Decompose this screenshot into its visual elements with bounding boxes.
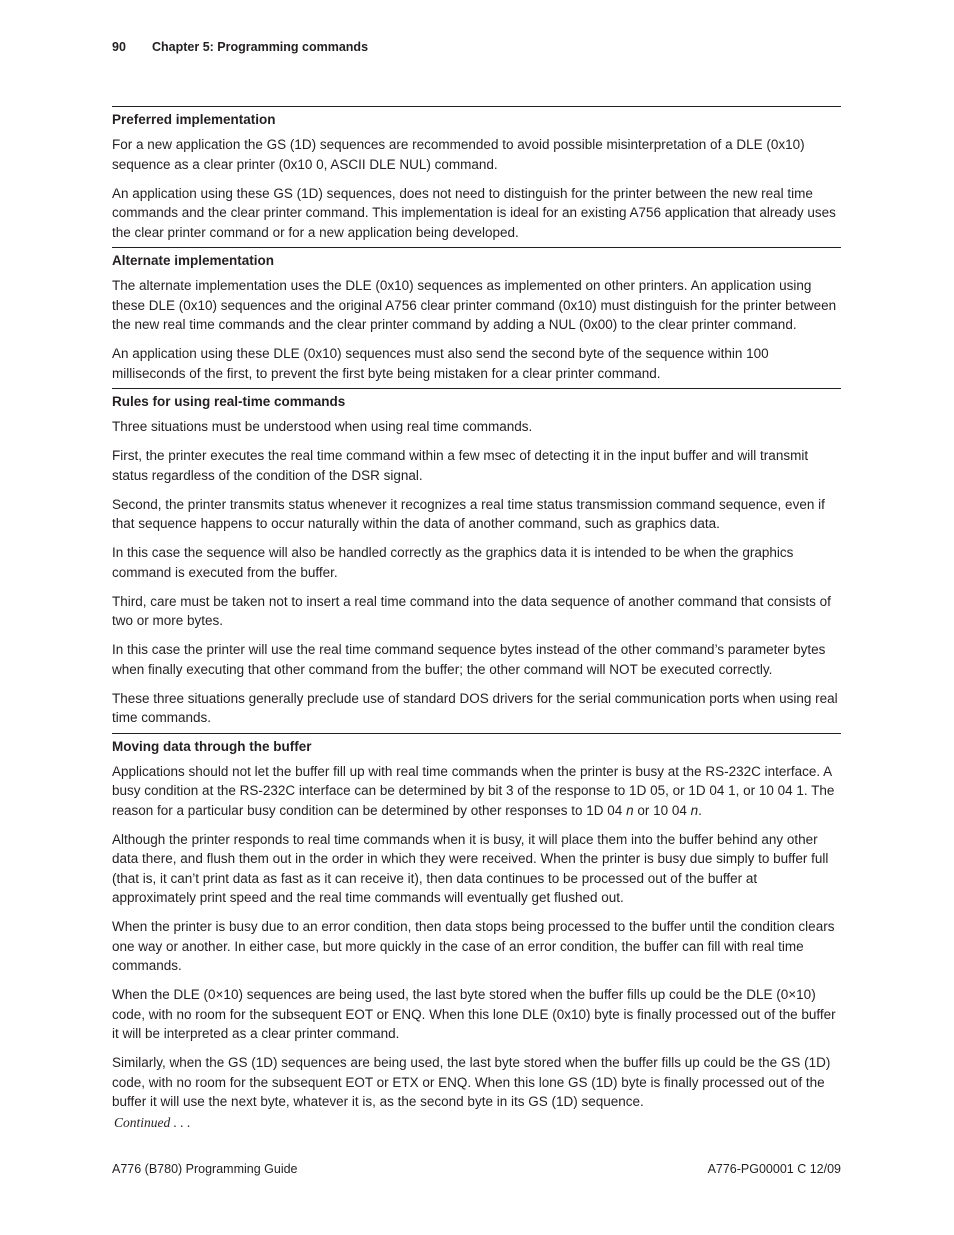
paragraph: Similarly, when the GS (1D) sequences are being used, the last byte stored when the buffer fills up could be the GS (1D) code, with no room for the subsequent EOT or ETX or ENQ. When this lone GS (1D) byte is finally processed out of the buffer it will use the next byte, whatever it is, as the second byte in its GS (1D) sequence.	[112, 1055, 831, 1109]
section-heading: Preferred implementation	[112, 112, 276, 127]
page-footer	[112, 1162, 841, 1176]
paragraph: An application using these GS (1D) sequences, does not need to distinguish for the printer between the new real time commands and the clear printer command. This implementation is ideal for an existing A756 application that already uses the clear printer command or for a new application being developed.	[112, 185, 836, 240]
section-preferred-implementation	[112, 106, 841, 242]
footer-document-title: A776 (B780) Programming Guide	[112, 1162, 298, 1176]
page-number: 90	[112, 40, 126, 54]
text-run: or 10 04	[633, 802, 691, 818]
italic-variable: n	[690, 802, 699, 818]
paragraph: The alternate implementation uses the DLE (0x10) sequences as implemented on other printers. An application using these DLE (0x10) sequences and the original A756 clear printer command (0x10) must distinguish for the printer between the new real time commands and the clear printer command by adding a NUL (0x00) to the clear printer command.	[112, 278, 837, 332]
paragraph: In this case the sequence will also be handled correctly as the graphics data it is intended to be when the graphics command is executed from the buffer.	[112, 545, 794, 580]
section-rules-real-time-commands	[112, 388, 841, 728]
paragraph: Third, care must be taken not to insert a real time command into the data sequence of another command that consists of two or more bytes.	[112, 593, 831, 628]
page-header	[112, 40, 368, 54]
section-alternate-implementation	[112, 247, 841, 383]
page-body	[112, 106, 841, 1131]
paragraph: First, the printer executes the real time command within a few msec of detecting it in the input buffer and will transmit status regardless of the condition of the DSR signal.	[112, 448, 809, 483]
paragraph: For a new application the GS (1D) sequences are recommended to avoid possible misinterpretation of a DLE (0x10) sequence as a clear printer (0x10 0, ASCII DLE NUL) command.	[112, 137, 805, 172]
section-heading: Rules for using real-time commands	[112, 394, 346, 409]
paragraph: In this case the printer will use the real time command sequence bytes instead of the other command’s parameter bytes when finally executing that other command from the buffer; the other command will NOT be executed correctly.	[112, 642, 826, 677]
paragraph: Although the printer responds to real time commands when it is busy, it will place them into the buffer behind any other data there, and flush them out in the order in which they were received. When the printer is busy due simply to buffer full (that is, it can’t print data as fast as it can receive it), then data continues to be processed out of the buffer at approximately print speed and the real time commands will eventually get flushed out.	[112, 831, 829, 905]
paragraph: When the printer is busy due to an error condition, then data stops being processed to the buffer until the condition clears one way or another. In either case, but more quickly in the case of an error condition, the buffer can fill with real time commands.	[112, 919, 835, 973]
paragraph: When the DLE (0×10) sequences are being used, the last byte stored when the buffer fills up could be the DLE (0×10) code, with no room for the subsequent EOT or ENQ. When this lone DLE (0x10) byte is finally processed out of the buffer it will be interpreted as a clear printer command.	[112, 987, 836, 1041]
paragraph: Three situations must be understood when using real time commands.	[112, 419, 533, 434]
paragraph: An application using these DLE (0x10) sequences must also send the second byte of the sequence within 100 milliseconds of the first, to prevent the first byte being mistaken for a clear printer command.	[112, 346, 769, 381]
text-run: Applications should not let the buffer fill up with real time commands when the printer is busy at the RS-232C interface. A busy condition at the RS-232C interface can be determined by bit 3 of the response to 1D 05, or 1D 04 1, or 10 04 1. The reason for a particular busy condition can be determined by other responses to 1D 04	[112, 763, 835, 818]
section-heading: Alternate implementation	[112, 253, 275, 268]
section-moving-data-buffer	[112, 733, 841, 1112]
paragraph	[112, 762, 841, 821]
paragraph: Second, the printer transmits status whenever it recognizes a real time status transmission command sequence, even if that sequence happens to occur naturally within the data of another command, such as graphics data.	[112, 496, 825, 531]
section-heading: Moving data through the buffer	[112, 738, 312, 754]
text-run: .	[698, 802, 702, 818]
continued-note: Continued . . .	[114, 1115, 191, 1130]
chapter-title: Chapter 5: Programming commands	[152, 40, 369, 54]
paragraph: These three situations generally preclude use of standard DOS drivers for the serial communication ports when using real time commands.	[112, 690, 838, 725]
italic-variable: n	[626, 802, 634, 818]
footer-document-id: A776-PG00001 C 12/09	[707, 1162, 841, 1176]
